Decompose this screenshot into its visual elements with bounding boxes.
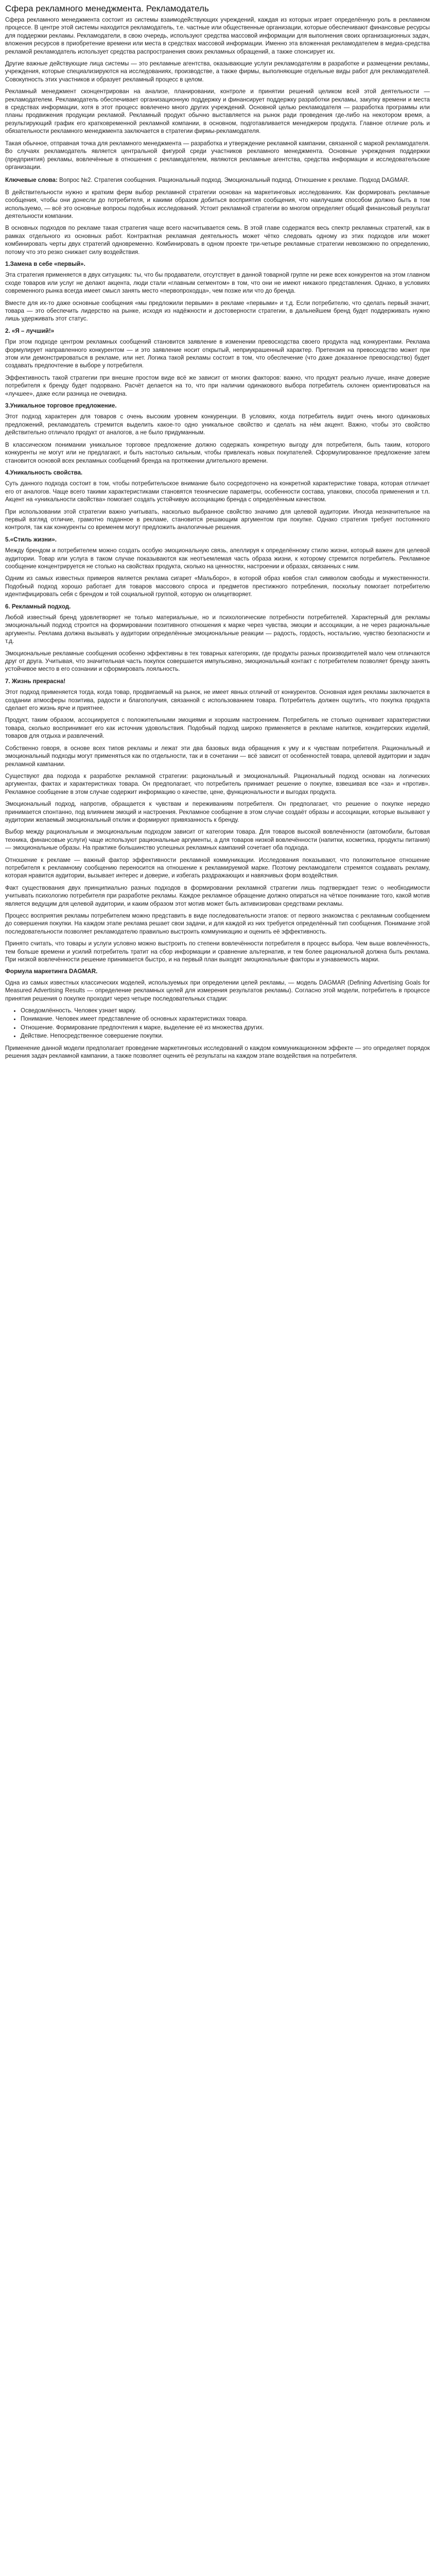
paragraph: В классическом понимании уникальное торговое предложение должно содержать конкретную выгоду для потребителя, быть таким, которого конкуренты не могут или не предлагают, и быть настолько сильным, чтобы привлекать новых покупателей. Сформулированное предложение затем становится основой всех рекламных сообщений бренда на протяжении длительного времени. <box>5 441 430 464</box>
paragraph: Эта стратегия применяется в двух ситуациях: ты, что бы продаватели, отсутствует в данной товарной группе ни реже всех конкурентов на этом главном сходе товаров или услуг не делают акцента, люди стали «главным сегментом» в том, что они не имеют никакого представления. Однако, в условиях современного рынка всегда имеет смысл занять место «первопроходца», чем позже или что до бренда. <box>5 272 430 295</box>
dagmar-steps-list <box>5 1007 430 1040</box>
paragraph: Рекламный менеджмент сконцентрирован на анализе, планировании, контроле и принятии решений целиком всей этой деятельности — рекламодателем. Рекламодатель обеспечивает организационную поддержку и финансирует поддержку разработки рекламы, закупку времени и места в средствах информации, хотя в этот процесс вовлечено много других учреждений. Основной целью рекламодателя — разработка программы или планы продвижения продукции рекламой. Рекламный продукт обычно выставляется на рынок ради проведения где-либо на некотором время, а результирующий график его кратковременной рекламной компании, в основном, подготавливается менеджером продукта. Главное отличие роль и обязательности рекламного менеджмента заключается в стратегии фирмы-рекламодателя. <box>5 88 430 135</box>
paragraph: При использовании этой стратегии важно учитывать, насколько выбранное свойство значимо для целевой аудитории. Иногда незначительное на первый взгляд отличие, грамотно поданное в рекламе, становится решающим аргументом при покупке. Однако стратегия требует постоянного контроля, так как конкуренты со временем могут предложить аналогичные решения. <box>5 508 430 531</box>
list-item: • Понимание. Человек имеет представление об основных характеристиках товара. <box>21 1015 430 1023</box>
paragraph: Эмоциональные рекламные сообщения особенно эффективны в тех товарных категориях, где продукты разных производителей мало чем отличаются друг от друга. Учитывая, что значительная часть покупок совершается импульсивно, эмоциональный контакт с потребителем позволяет бренду занять устойчивое место в его сознании и сформировать лояльность. <box>5 650 430 673</box>
paragraph: Существуют два подхода к разработке рекламной стратегии: рациональный и эмоциональный. Рациональный подход основан на логических аргументах, фактах и характеристиках товара. Он предполагает, что потребитель принимает решение о покупке, взвешивая все «за» и «против». Рекламное сообщение в этом случае содержит информацию о качестве, цене, функциональности и выгодах продукта. <box>5 772 430 795</box>
article <box>0 0 436 1075</box>
paragraph: Между брендом и потребителем можно создать особую эмоциональную связь, апеллируя к определённому стилю жизни, который важен для целевой аудитории. Товар или услуга в таком случае показываются как неотъемлемая часть образа жизни, к которому стремится потребитель. Рекламное сообщение концентрируется не столько на свойствах продукта, сколько на ценностях, настроении и образах, связанных с ним. <box>5 547 430 570</box>
paragraph: Другие важные действующие лица системы — это рекламные агентства, оказывающие услуги рекламодателям в разработке и размещении рекламы, учреждения, которые специализируются на исследованиях, производстве, а также фирмы, выполняющие отдельные виды работ для рекламодателей. Совокупность этих участников и образует рекламный процесс в целом. <box>5 60 430 83</box>
keywords-label: Ключевые слова: <box>5 177 58 184</box>
paragraph: Применение данной модели предполагает проведение маркетинговых исследований о каждом коммуникационном эффекте — это определяет порядок решения задач рекламной кампании, а также позволяет оценить её результаты на каждом этапе воздействия на потребителя. <box>5 1044 430 1060</box>
paragraph: В основных подходов по рекламе такая стратегия чаще всего насчитывается семь. В этой главе содержатся весь спектр рекламных стратегий, как в рамках отдельного из основных работ. Контрактная рекламная деятельность может чётко следовать одному из этих подходов или может комбинировать черты двух стратегий одновременно. Комбинировать в одном проекте три-четыре рекламные стратегии невозможно по определению, потому что это резко снижает силу воздействия. <box>5 225 430 256</box>
section-heading: 7. Жизнь прекрасна! <box>5 677 66 685</box>
paragraph: Любой известный бренд удовлетворяет не только материальные, но и психологические потребности потребителей. Характерный для рекламы эмоциональный подход строится на формировании позитивного отношения к марке через чувства, эмоции и ассоциации, а не через рациональные аргументы. Реклама должна вызывать у аудитории определённые эмоциональные реакции — радость, гордость, ностальгию, чувство безопасности и т.д. <box>5 614 430 645</box>
paragraph: Вместе для их-то даже основные сообщения «мы предложили первыми» в рекламе «первыми» и т.д. Если потребителю, что сделать первый значит, товара — это обеспечить лидерство на рынке, исходя из надёжности и достоверности стратегии, в дальнейшем бренд будет поддерживать нужно лишь удерживать этот статус. <box>5 299 430 323</box>
paragraph: Одна из самых известных классических моделей, используемых при определении целей рекламы, — модель DAGMAR (Defining Advertising Goals for Measured Advertising Results — определение рекламных целей для измерения результатов рекламы). Согласно этой модели, потребитель в процессе принятия решения о покупке проходит через четыре последовательных стадии: <box>5 979 430 1002</box>
section-heading: 4.Уникальность свойства. <box>5 469 83 476</box>
paragraph: Сфера рекламного менеджмента состоит из системы взаимодействующих учреждений, каждая из которых играет определённую роль в рекламном процессе. В центре этой системы находится рекламодатель, т.е. частные или общественные организации, которые обеспечивают финансовые ресурсы для поддержки рекламы. Рекламодатели, в свою очередь, используют средства массовой информации для выполнения своих организационных задач, вложения ресурсов в приобретение времени или места в средствах массовой информации. Именно эта вложенная рекламодателем в медиа-средства рекламой рекламодатель использует средства распространения своих рекламных обращений, а также спонсирует их. <box>5 16 430 55</box>
paragraph: Этот подход характерен для товаров с очень высоким уровнем конкуренции. В условиях, когда потребитель видит очень много одинаковых предложений, рекламодатель стремится выделить какое-то одно уникальное свойство и сделать на нём акцент. Важно, чтобы это свойство действительно отличало продукт от аналогов, а не было придуманным. <box>5 413 430 436</box>
paragraph: Эмоциональный подход, напротив, обращается к чувствам и переживаниям потребителя. Он предполагает, что решение о покупке нередко принимается спонтанно, под влиянием эмоций и настроения. Рекламное сообщение в этом случае создаёт образы и ассоциации, которые вызывают у аудитории желаемый эмоциональный отклик и формируют привязанность к бренду. <box>5 801 430 823</box>
keywords <box>5 176 430 184</box>
section-heading: 3.Уникальное торговое предложение. <box>5 402 117 410</box>
paragraph: Этот подход применяется тогда, когда товар, продвигаемый на рынок, не имеет явных отличий от конкурентов. Основная идея рекламы заключается в создании атмосферы позитива, радости и благополучия, связанной с использованием товара. Потребитель должен ощутить, что покупка продукта сделает его жизнь ярче и приятнее. <box>5 689 430 712</box>
section-heading: Формула маркетинга DAGMAR. <box>5 968 98 975</box>
list-item: • Осведомлённость. Человек узнает марку. <box>21 1007 430 1014</box>
paragraph: Эффективность такой стратегии при внешне простом виде всё же зависит от многих факторов: важно, что продукт реально лучше, иначе доверие потребителя к бренду будет подорвано. Расчёт делается на то, что при наличии одинакового выбора потребитель склонен ориентироваться на «лучшее», даже если разница не очевидна. <box>5 374 430 397</box>
paragraph: Выбор между рациональным и эмоциональным подходом зависит от категории товара. Для товаров высокой вовлечённости (автомобили, бытовая техника, финансовые услуги) чаще используют рациональные аргументы, а для товаров низкой вовлечённости (напитки, косметика, продукты питания) — эмоциональные образы. На практике большинство успешных рекламных кампаний сочетает оба подхода. <box>5 828 430 852</box>
section-heading: 6. Рекламный подход. <box>5 603 71 610</box>
paragraph: Принято считать, что товары и услуги условно можно выстроить по степени вовлечённости потребителя в процесс выбора. Чем выше вовлечённость, тем больше времени и усилий потребитель тратит на сбор информации и сравнение альтернатив, и тем более рациональной должна быть реклама. При низкой вовлечённости решение принимается быстро, и на первый план выходят эмоциональные факторы и узнаваемость марки. <box>5 940 430 963</box>
section-heading: 2. «Я – лучший!» <box>5 327 55 334</box>
paragraph: Процесс восприятия рекламы потребителем можно представить в виде последовательности этапов: от первого знакомства с рекламным сообщением до совершения покупки. На каждом этапе реклама решает свои задачи, и для каждой из них требуется определённый тип сообщения. Понимание этой последовательности позволяет рекламодателю правильно выстроить коммуникацию и оценить её эффективность. <box>5 912 430 935</box>
paragraph: Факт существования двух принципиально разных подходов в формировании рекламной стратегии лишь подтверждает тезис о необходимости учитывать психологию потребителя при разработке рекламы. Каждое рекламное обращение должно опираться на чёткое понимание того, какой мотив является ведущим для целевой аудитории, и каким образом этот мотив может быть активизирован средствами рекламы. <box>5 884 430 907</box>
section-heading: 5.«Стиль жизни». <box>5 536 57 543</box>
paragraph: Собственно говоря, в основе всех типов рекламы и лежат эти два базовых вида обращения к уму и к чувствам потребителя. Рациональный и эмоциональный подходы могут применяться как по отдельности, так и в сочетании — всё зависит от особенностей товара, целевой аудитории и задач рекламной кампании. <box>5 744 430 768</box>
page-title: Сфера рекламного менеджмента. Рекламодатель <box>5 4 209 13</box>
section-heading: 1.Замена в себе «первый». <box>5 260 85 267</box>
list-item: • Действие. Непосредственное совершение покупки. <box>21 1032 430 1040</box>
keywords-text: Вопрос №2. Стратегия сообщения. Рациональный подход. Эмоциональный подход. Отношение к рекламе. Подход DAGMAR. <box>59 177 410 184</box>
paragraph: Отношение к рекламе — важный фактор эффективности рекламной коммуникации. Исследования показывают, что положительное отношение потребителя к рекламному сообщению переносится на отношение к рекламируемой марке. Поэтому рекламодатели стремятся создавать рекламу, которая нравится аудитории, вызывает интерес и доверие, и избегать раздражающих и навязчивых форм воздействия. <box>5 856 430 879</box>
paragraph: В действительности нужно и кратким ферм выбор рекламной стратегии основан на маркетинговых исследованиях. Как формировать рекламные сообщения, чтобы они донесли до потребителя, и какими образом добиться восприятия сообщения, что наилучшим способом должно быть в том используемо, — всё это основные вопросы подобных исследований. Устоит рекламной стратегии во многом определяет общий финансовый результат деятельности компании. <box>5 189 430 219</box>
paragraph: Продукт, таким образом, ассоциируется с положительными эмоциями и хорошим настроением. Потребитель не столько оценивает характеристики товара, сколько воспринимает его как источник удовольствия. Подобный подход широко применяется в рекламе напитков, кондитерских изделий, товаров для отдыха и развлечений. <box>5 717 430 740</box>
paragraph: Одним из самых известных примеров является реклама сигарет «Мальборо», в которой образ ковбоя стал символом свободы и мужественности. Подобный подход хорошо работает для товаров массового спроса и предметов престижного потребления, поскольку помогает потребителю идентифицировать себя с брендом и той социальной группой, которую он олицетворяет. <box>5 575 430 598</box>
paragraph: Такая обычное, отправная точка для рекламного менеджмента — разработка и утверждение рекламной кампании, связанной с маркой рекламодателя. Во случаях рекламодатель является центральной фигурой среди участников рекламного менеджмента. Основные учреждения поддержки (предприятия) рекламы, вовлечённые в отношения с рекламодателем, являются рекламные агентства, средства информации и исследовательские организации. <box>5 140 430 171</box>
paragraph: Суть данного подхода состоит в том, чтобы потребительское внимание было сосредоточено на конкретной характеристике товара, которая отличает его от аналогов. Чаще всего такими характеристиками становятся технические параметры, особенности состава, упаковки, способа применения и т.п. Акцент на «уникальности свойства» помогает создать устойчивую ассоциацию бренда с определённым качеством. <box>5 480 430 503</box>
paragraph: При этом подходе центром рекламных сообщений становится заявление в изменении превосходства своего продукта над конкурентами. Реклама формулирует направленного конкурентом — и это заявление носит открытый, неприукрашенный характер. Претензия на превосходство может при этом или демонстрироваться в рекламе, или нет. Логика такой рекламы состоит в том, что обеспечение (что даже доказанное превосходство) будет создавать предпочтение в выборе у потребителя. <box>5 338 430 369</box>
list-item: • Отношение. Формирование предпочтения к марке, выделение её из множества других. <box>21 1024 430 1031</box>
